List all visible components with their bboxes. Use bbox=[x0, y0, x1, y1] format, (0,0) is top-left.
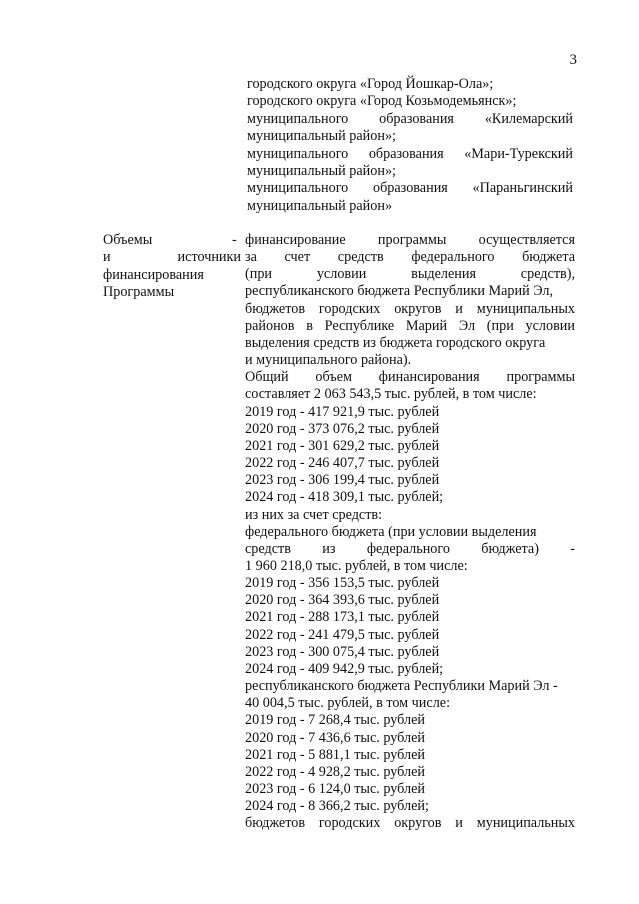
executor-line: муниципального образования «Мари-Турекский bbox=[247, 145, 573, 162]
section-label-line: финансирования bbox=[103, 266, 204, 283]
funding-line: Общий объем финансирования программы bbox=[245, 369, 575, 386]
funding-line: бюджетов городских округов и муниципальных bbox=[245, 815, 575, 832]
funding-line: республиканского бюджета Республики Марий Эл, bbox=[245, 283, 554, 300]
executor-line: муниципального образования «Параньгинский bbox=[247, 180, 573, 197]
executor-line: муниципальный район»; bbox=[247, 163, 396, 180]
year-line: 2021 год - 288 173,1 тыс. рублей bbox=[245, 609, 440, 626]
funding-line: из них за счет средств: bbox=[245, 506, 383, 523]
year-line: 2023 год - 300 075,4 тыс. рублей bbox=[245, 643, 440, 660]
year-line: 2024 год - 418 309,1 тыс. рублей; bbox=[245, 489, 444, 506]
year-line: 2023 год - 6 124,0 тыс. рублей bbox=[245, 781, 425, 797]
executor-line: муниципальный район» bbox=[247, 197, 393, 214]
year-line: 2019 год - 356 153,5 тыс. рублей bbox=[245, 575, 440, 592]
year-line: 2024 год - 409 942,9 тыс. рублей; bbox=[245, 660, 444, 677]
funding-line: федерального бюджета (при условии выделения bbox=[245, 523, 537, 540]
funding-line: финансирование программы осуществляется bbox=[245, 232, 575, 248]
year-line: 2022 год - 246 407,7 тыс. рублей bbox=[245, 455, 440, 472]
funding-line: районов в Республике Марий Эл (при условии bbox=[245, 317, 575, 334]
year-line: 2023 год - 306 199,4 тыс. рублей bbox=[245, 472, 440, 489]
year-line: 2021 год - 301 629,2 тыс. рублей bbox=[245, 437, 440, 454]
year-line: 2021 год - 5 881,1 тыс. рублей bbox=[245, 746, 425, 763]
funding-line: за счет средств федерального бюджета bbox=[245, 249, 575, 266]
executor-line: муниципальный район»; bbox=[247, 128, 396, 145]
funding-line: 1 960 218,0 тыс. рублей, в том числе: bbox=[245, 557, 468, 574]
year-line: 2020 год - 364 393,6 тыс. рублей bbox=[245, 592, 440, 609]
funding-line: республиканского бюджета Республики Марий Эл - bbox=[245, 678, 558, 695]
year-line: 2019 год - 7 268,4 тыс. рублей bbox=[245, 712, 425, 729]
year-line: 2020 год - 373 076,2 тыс. рублей bbox=[245, 420, 440, 437]
section-label bbox=[103, 232, 241, 302]
funding-line: (при условии выделения средств), bbox=[245, 266, 575, 283]
funding-line: и муниципального района). bbox=[245, 352, 412, 369]
section-label-line: Программы bbox=[103, 284, 175, 301]
year-line: 2022 год - 241 479,5 тыс. рублей bbox=[245, 626, 440, 643]
year-line: 2020 год - 7 436,6 тыс. рублей bbox=[245, 729, 425, 746]
year-line: 2024 год - 8 366,2 тыс. рублей; bbox=[245, 798, 429, 815]
executors-list bbox=[247, 76, 573, 215]
year-line: 2019 год - 417 921,9 тыс. рублей bbox=[245, 403, 440, 420]
executor-line: муниципального образования «Килемарский bbox=[247, 110, 573, 127]
year-line: 2022 год - 4 928,2 тыс. рублей bbox=[245, 763, 425, 780]
executor-line: городского округа «Город Йошкар-Ола»; bbox=[247, 76, 494, 92]
page-number: 3 bbox=[569, 52, 577, 68]
funding-line: 40 004,5 тыс. рублей, в том числе: bbox=[245, 695, 451, 712]
section-dash: - bbox=[232, 232, 237, 248]
funding-line: средств из федерального бюджета) - bbox=[245, 540, 575, 557]
executor-line: городского округа «Город Козьмодемьянск»; bbox=[247, 93, 517, 110]
funding-text bbox=[245, 232, 575, 832]
section-label-line: и источники bbox=[103, 249, 241, 266]
funding-line: бюджетов городских округов и муниципальных bbox=[245, 300, 575, 317]
funding-line: составляет 2 063 543,5 тыс. рублей, в том числе: bbox=[245, 386, 537, 403]
funding-line: выделения средств из бюджета городского округа bbox=[245, 334, 546, 351]
section-label-line: Объемы bbox=[103, 232, 153, 248]
